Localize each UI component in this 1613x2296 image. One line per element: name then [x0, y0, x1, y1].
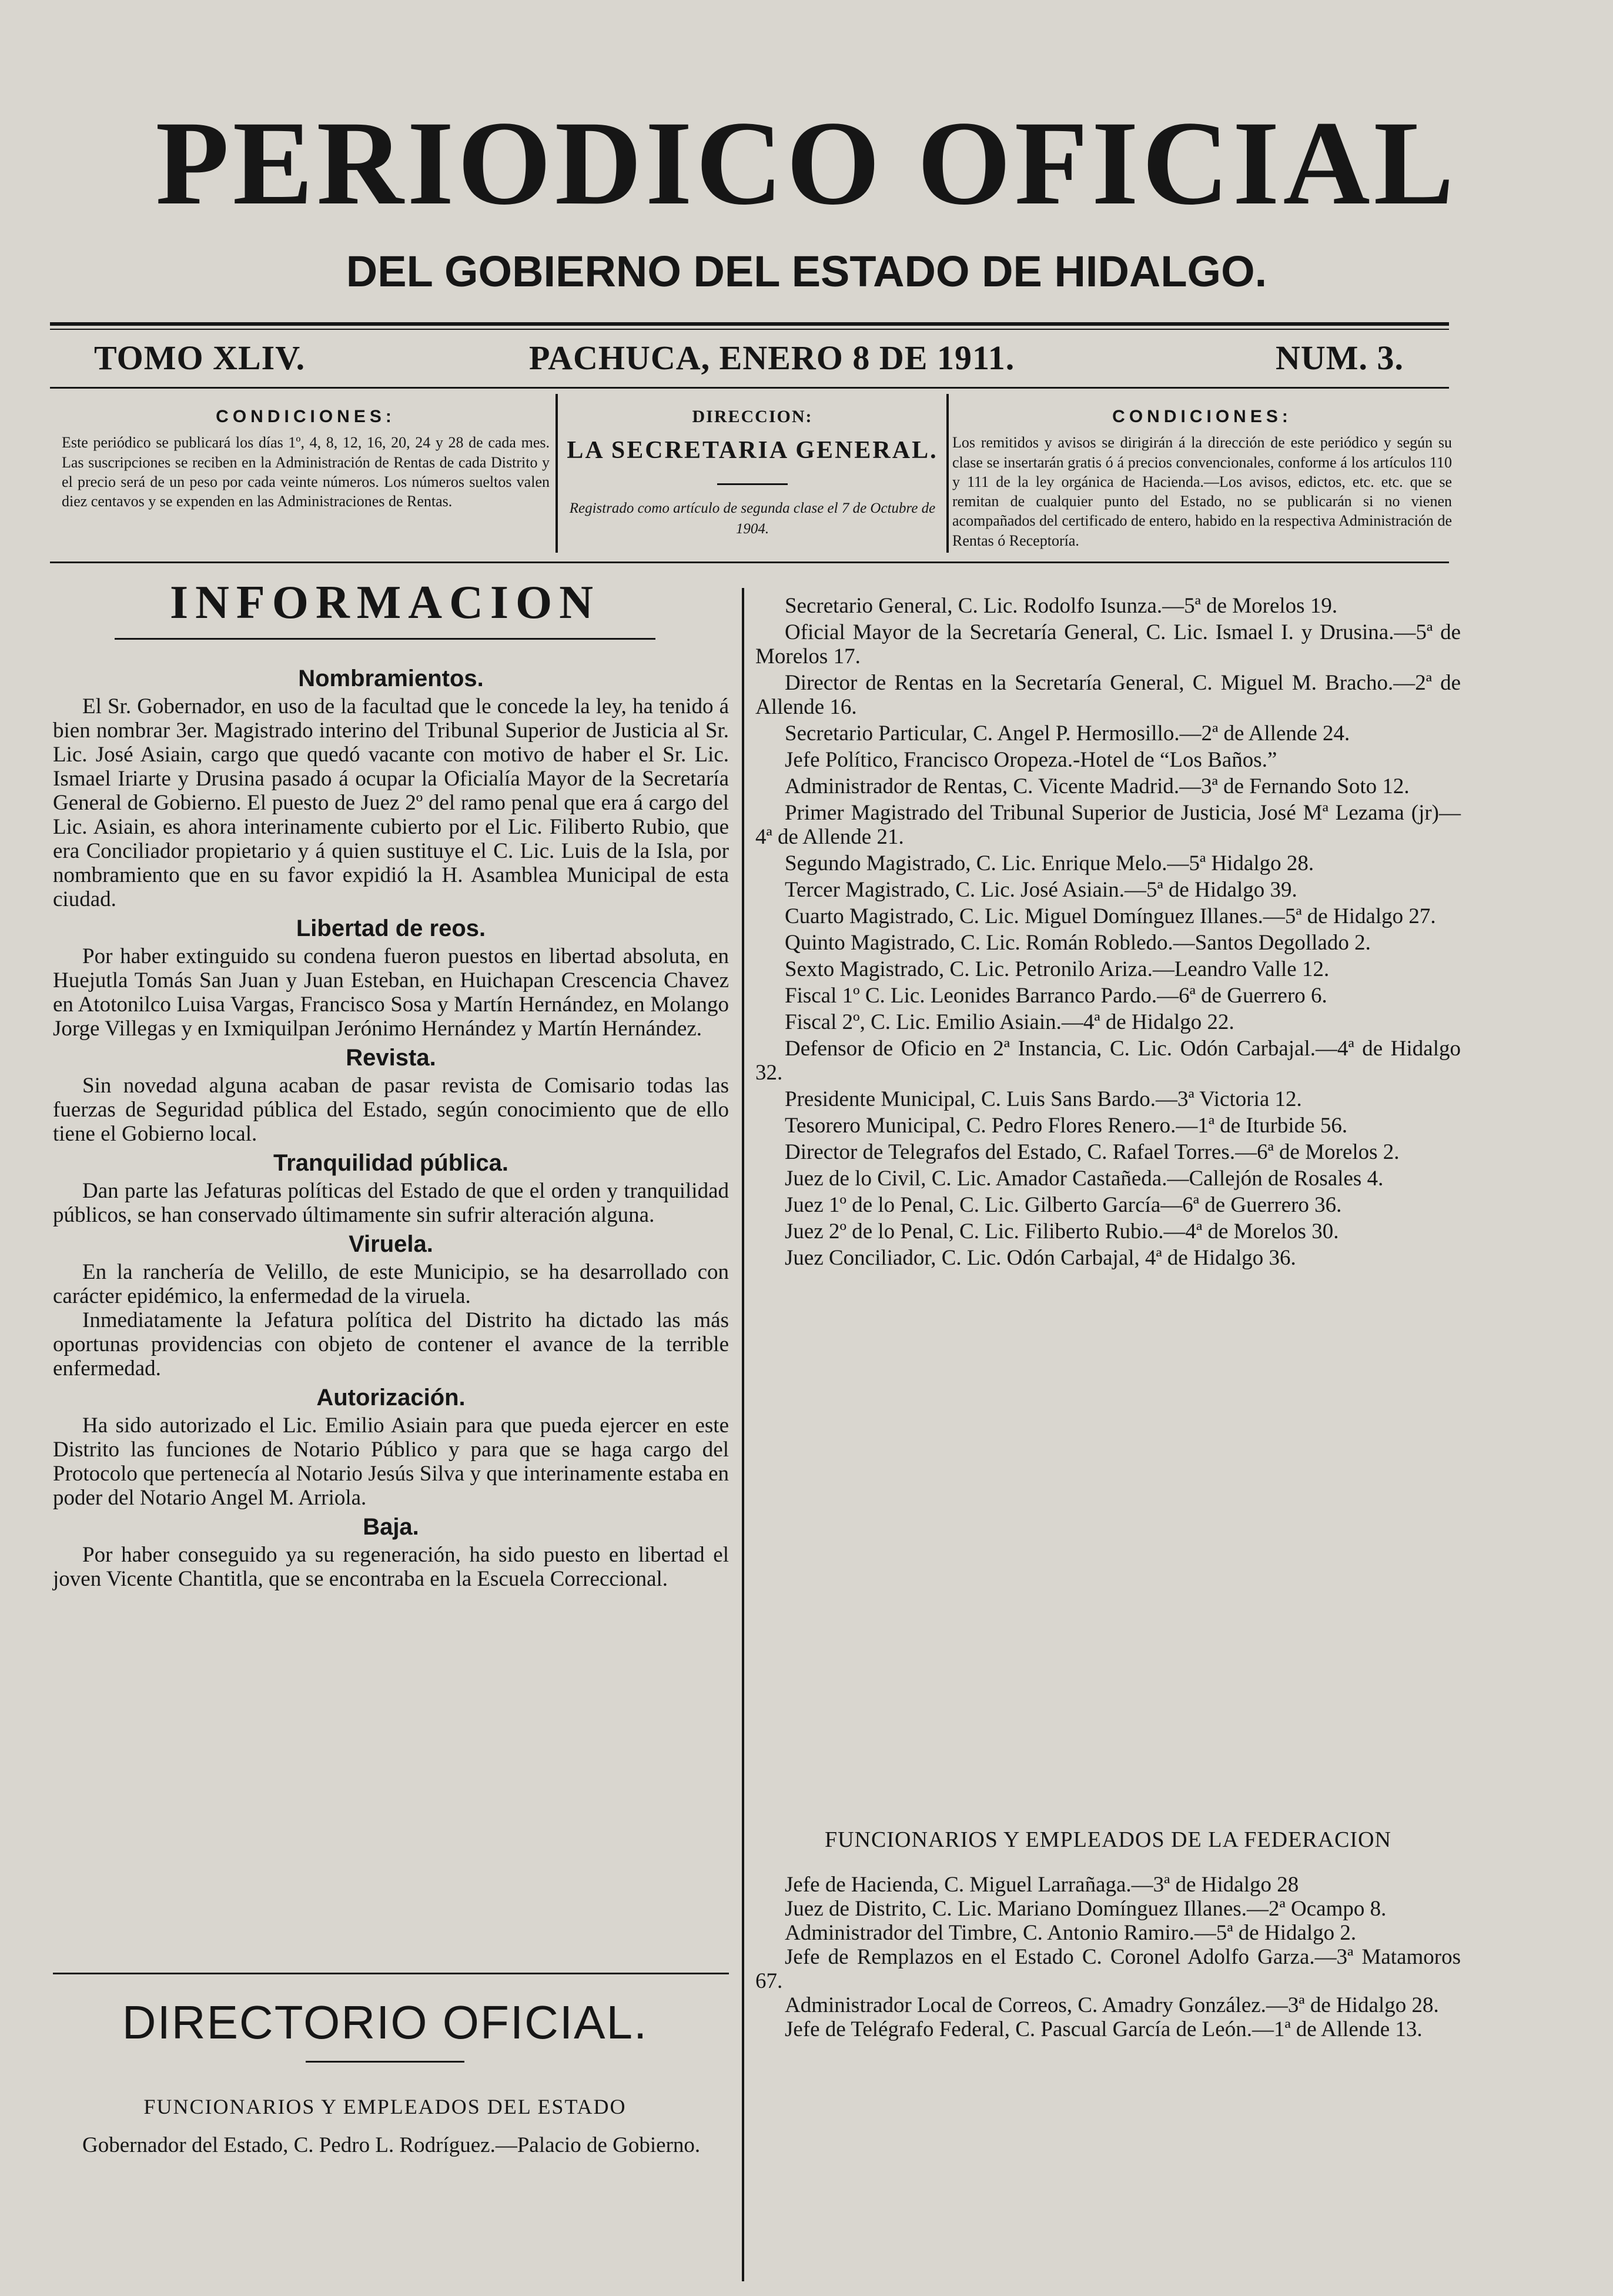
- conditions-left-heading: CONDICIONES:: [216, 407, 396, 426]
- dateline-rule: [50, 387, 1449, 389]
- conditions-left: [62, 406, 550, 511]
- center-column-divider: [742, 588, 744, 2281]
- information-column: [53, 661, 729, 1591]
- directory-entry: Juez de lo Civil, C. Lic. Amador Castañeda.—Callejón de Rosales 4.: [785, 1167, 1384, 1191]
- direction-label: DIRECCION:: [692, 407, 813, 426]
- title-underline: [115, 638, 655, 640]
- section-paragraph: Ha sido autorizado el Lic. Emilio Asiain para que pueda ejercer en este Distrito las funciones de Notario Público y para que se haga cargo del Protocolo que pertenecía al Notario Jesús Silva y que interinamente estaba en poder del Notario Angel M. Arriola.: [53, 1413, 729, 1510]
- conditions-right: [952, 406, 1452, 550]
- directory-entry: Gobernador del Estado, C. Pedro L. Rodríguez.—Palacio de Gobierno.: [82, 2133, 701, 2157]
- direction-org: LA SECRETARIA GENERAL.: [567, 437, 938, 464]
- section-heading: Autorización.: [316, 1385, 466, 1411]
- direction-box: [564, 406, 941, 539]
- federal-officials-heading: FUNCIONARIOS Y EMPLEADOS DE LA FEDERACION: [825, 1827, 1391, 1852]
- masthead-title: PERIODICO OFICIAL: [155, 96, 1458, 230]
- directory-federal-column: [755, 1873, 1461, 2041]
- section-paragraph: Por haber conseguido ya su regeneración, ha sido puesto en libertad el joven Vicente Chantitla, que se encontraba en la Escuela Correccional.: [53, 1543, 729, 1591]
- column-divider: [555, 394, 558, 553]
- column-divider: [946, 394, 949, 553]
- directory-entry: Jefe de Hacienda, C. Miguel Larrañaga.—3ª de Hidalgo 28: [785, 1873, 1299, 1897]
- directory-entry: Quinto Magistrado, C. Lic. Román Robledo.—Santos Degollado 2.: [785, 931, 1371, 955]
- directory-entry: Primer Magistrado del Tribunal Superior de Justicia, José Mª Lezama (jr)—4ª de Allende 21.: [755, 801, 1461, 849]
- directory-title-rule: [306, 2061, 464, 2063]
- directory-entry: Tesorero Municipal, C. Pedro Flores Renero.—1ª de Iturbide 56.: [785, 1114, 1348, 1138]
- direction-dash: [717, 483, 788, 485]
- directory-entry: Juez Conciliador, C. Lic. Odón Carbajal, 4ª de Hidalgo 36.: [785, 1246, 1296, 1270]
- issue-number: NUM. 3.: [1276, 339, 1404, 377]
- section-heading: Tranquilidad pública.: [273, 1150, 509, 1176]
- section-paragraph: En la ranchería de Velillo, de este Municipio, se ha desarrollado con carácter epidémico, la enfermedad de la viruela.: [53, 1260, 729, 1308]
- directory-entry: Tercer Magistrado, C. Lic. José Asiain.—5ª de Hidalgo 39.: [785, 878, 1297, 902]
- directory-entry: Juez 1º de lo Penal, C. Lic. Gilberto García—6ª de Guerrero 36.: [785, 1193, 1342, 1217]
- conditions-right-heading: CONDICIONES:: [1112, 407, 1292, 426]
- directory-entry: Fiscal 1º C. Lic. Leonides Barranco Pardo.—6ª de Guerrero 6.: [785, 984, 1327, 1008]
- directory-entry: Jefe Político, Francisco Oropeza.-Hotel de “Los Baños.”: [785, 748, 1277, 772]
- directory-entry: Segundo Magistrado, C. Lic. Enrique Melo.—5ª Hidalgo 28.: [785, 851, 1314, 875]
- section-heading: Viruela.: [349, 1231, 433, 1257]
- directory-entry: Director de Telegrafos del Estado, C. Rafael Torres.—6ª de Morelos 2.: [785, 1140, 1400, 1164]
- directory-title: DIRECTORIO OFICIAL.: [122, 1996, 648, 2048]
- section-paragraph: Por haber extinguido su condena fueron puestos en libertad absoluta, en Huejutla Tomás San Juan y Juan Esteban, en Huichapan Crescencia Chavez en Atotonilco Luisa Vargas, Francisco Sosa y Martín Hernández, en Molango Jorge Villegas y en Ixmiquilpan Jerónimo Hernández y Martín Hernández.: [53, 944, 729, 1041]
- information-title: INFORMACION: [170, 577, 600, 629]
- directory-entry: Jefe de Remplazos en el Estado C. Coronel Adolfo Garza.—3ª Matamoros 67.: [755, 1945, 1461, 1993]
- section-paragraph: El Sr. Gobernador, en uso de la facultad que le concede la ley, ha tenido á bien nombrar 3er. Magistrado interino del Tribunal Superior de Justicia al Sr. Lic. José Asiain, cargo que quedó vacante con motivo de haber el Sr. Lic. Ismael Iriarte y Drusina pasado á ocupar la Oficialía Mayor de la Secretaría General de Gobierno. El puesto de Juez 2º del ramo penal que era á cargo del Lic. Asiain, es ahora interinamente cubierto por el Lic. Filiberto Rubio, que era Conciliador propietario y á quien sustituye el C. Lic. Luis de la Isla, por nombramiento que en su favor expidió la H. Asamblea Municipal de esta ciudad.: [53, 694, 729, 911]
- masthead-rule: [50, 322, 1449, 326]
- directory-entry: Administrador de Rentas, C. Vicente Madrid.—3ª de Fernando Soto 12.: [785, 774, 1410, 798]
- directory-entry: Director de Rentas en la Secretaría General, C. Miguel M. Bracho.—2ª de Allende 16.: [755, 671, 1461, 719]
- directory-entry: Cuarto Magistrado, C. Lic. Miguel Domínguez Illanes.—5ª de Hidalgo 27.: [785, 904, 1436, 928]
- section-paragraph: Dan parte las Jefaturas políticas del Estado de que el orden y tranquilidad públicos, se han conservado últimamente sin sufrir alteración alguna.: [53, 1179, 729, 1227]
- masthead-subtitle: DEL GOBIERNO DEL ESTADO DE HIDALGO.: [346, 247, 1267, 296]
- section-heading: Revista.: [346, 1045, 436, 1071]
- directory-entry: Administrador del Timbre, C. Antonio Ramiro.—5ª de Hidalgo 2.: [785, 1921, 1357, 1945]
- directory-state-column: [755, 594, 1461, 1272]
- directory-entry: Secretario General, C. Lic. Rodolfo Isunza.—5ª de Morelos 19.: [785, 594, 1338, 618]
- section-heading: Nombramientos.: [298, 666, 484, 691]
- directory-entry: Jefe de Telégrafo Federal, C. Pascual García de León.—1ª de Allende 13.: [785, 2017, 1423, 2041]
- directory-entry: Presidente Municipal, C. Luis Sans Bardo.—3ª Victoria 12.: [785, 1087, 1302, 1111]
- conditions-left-text: Este periódico se publicará los días 1º, 4, 8, 12, 16, 20, 24 y 28 de cada mes. Las suscripciones se reciben en la Administración de Rentas de cada Distrito y el precio será de un peso por cada veinte números. Los números sueltos valen diez centavos y se expenden en las Administraciones de Rentas.: [62, 434, 550, 510]
- section-rule: [53, 1973, 729, 1974]
- masthead-rule-thin: [50, 329, 1449, 330]
- directory-entry: Sexto Magistrado, C. Lic. Petronilo Ariza.—Leandro Valle 12.: [785, 957, 1330, 981]
- section-paragraph: Sin novedad alguna acaban de pasar revista de Comisario todas las fuerzas de Seguridad pública del Estado, según conocimiento que de ello tiene el Gobierno local.: [53, 1074, 729, 1146]
- section-heading: Baja.: [363, 1514, 419, 1540]
- volume-label: TOMO XLIV.: [94, 339, 306, 377]
- directory-entry: Juez de Distrito, C. Lic. Mariano Domínguez Illanes.—2ª Ocampo 8.: [785, 1897, 1387, 1921]
- section-paragraph: Inmediatamente la Jefatura política del Distrito ha dictado las más oportunas providencias con objeto de contener el avance de la terrible enfermedad.: [53, 1308, 729, 1381]
- directory-entry: Defensor de Oficio en 2ª Instancia, C. Lic. Odón Carbajal.—4ª de Hidalgo 32.: [755, 1037, 1461, 1085]
- section-heading: Libertad de reos.: [296, 915, 486, 941]
- directory-entry: Secretario Particular, C. Angel P. Hermosillo.—2ª de Allende 24.: [785, 721, 1350, 746]
- directory-entry: Oficial Mayor de la Secretaría General, C. Lic. Ismael I. y Drusina.—5ª de Morelos 17.: [755, 620, 1461, 669]
- state-officials-heading: FUNCIONARIOS Y EMPLEADOS DEL ESTADO: [143, 2095, 627, 2118]
- place-date: PACHUCA, ENERO 8 DE 1911.: [529, 339, 1015, 377]
- conditions-right-text: Los remitidos y avisos se dirigirán á la dirección de este periódico y según su clase se insertarán gratis ó á precios convencionales, conforme á los artículos 110 y 111 de la ley orgánica de Hacienda.—Los avisos, edictos, etc. etc. que se remitan de cualquier punto del Estado, no se publicarán si no vienen acompañados del certificado de entero, habido en la respectiva Administración de Rentas ó Receptoría.: [952, 434, 1452, 549]
- directory-entry: Juez 2º de lo Penal, C. Lic. Filiberto Rubio.—4ª de Morelos 30.: [785, 1219, 1339, 1244]
- header-bottom-rule: [50, 562, 1449, 563]
- directory-entry-first: [53, 2133, 729, 2157]
- directory-entry: Administrador Local de Correos, C. Amadry González.—3ª de Hidalgo 28.: [785, 1993, 1439, 2017]
- direction-registration: Registrado como artículo de segunda clase el 7 de Octubre de 1904.: [569, 500, 936, 537]
- directory-entry: Fiscal 2º, C. Lic. Emilio Asiain.—4ª de Hidalgo 22.: [785, 1010, 1234, 1034]
